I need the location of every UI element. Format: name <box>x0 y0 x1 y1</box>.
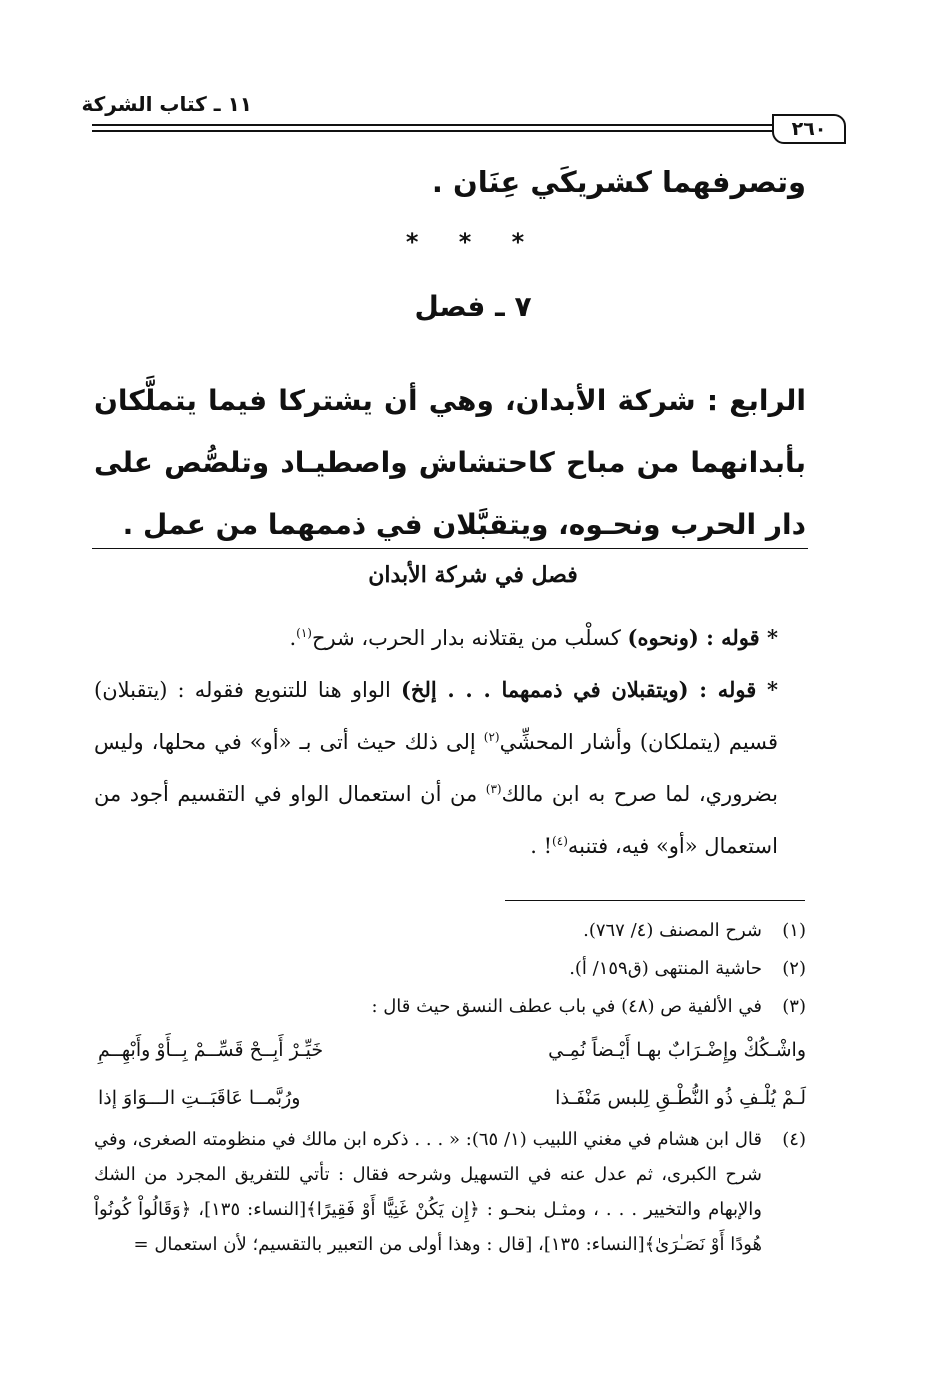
footnote-text: شرح المصنف (٤/ ٧٦٧). <box>583 920 762 941</box>
verse-line <box>94 1074 806 1122</box>
commentary-title: فصل في شركة الأبدان <box>368 562 578 588</box>
footnote-text: حاشية المنتهى (ق١٥٩/ أ). <box>569 958 762 979</box>
footnote-number: (١) <box>782 920 806 941</box>
verse-line <box>94 1026 806 1074</box>
page-number: ٢٦٠ <box>772 114 846 144</box>
footnote-ref[interactable]: (١) <box>296 626 312 640</box>
commentary-text: كسلْب من يقتلانه بدار الحرب، شرح <box>311 626 628 650</box>
footnotes <box>94 912 806 1262</box>
header-rule <box>92 124 772 132</box>
footnote-4 <box>94 1122 806 1262</box>
running-head: ١١ ـ كتاب الشركة <box>81 92 252 116</box>
main-paragraph: الرابع : شركة الأبدان، وهي أن يشتركا فيما يتملَّكان بأبدانهما من مباح كاحتشاش واصطيـاد وتلصُّص على دار الحرب ونحـوه، ويتقبَّلان في ذممهما من عمل . <box>94 384 806 541</box>
footnote-text: قال ابن هشام في مغني اللبيب (١/ ٦٥): « . . . ذكره ابن مالك في منظومته الصغرى، وفي شرح الكبرى، ثم عدل عنه في التسهيل وشرحه فقال : تأتي للتفريق المجرد من الشك والإبهام والتخيير . . . ، ومثـل بنحـو : ﴿إِن يَكُنْ غَنِيًّا أَوْ فَقِيرًا﴾[النساء: ١٣٥]، ﴿وَقَالُواْ كُونُواْ هُودًا أَوْ نَصَـٰرَىٰ﴾[النساء: ١٣٥]، [قال : وهذا أولى من التعبير بالتقسيم؛ لأن استعمال = <box>94 1129 762 1255</box>
verse-hemistich: ورُبَّمــا عَاقَبَــتِ الـــوَاوَ إذا <box>98 1087 301 1109</box>
footnote-number: (٤) <box>782 1129 806 1150</box>
footnote-number: (٢) <box>782 958 806 979</box>
verse-hemistich: واشْـكُكْ وإِضْـرَابٌ بهـا أَيْـضاً نُمِـي <box>548 1039 806 1061</box>
commentary-body <box>94 612 806 872</box>
main-text-line: وتصرفهما كشريكَي عِنَان . <box>431 165 806 199</box>
commentary-text: من أن استعمال الواو في التقسيم أجود من استعمال «أو» فيه، فتنبه <box>94 782 778 858</box>
footnote-ref[interactable]: (٤) <box>552 834 568 848</box>
commentary-text: الواو هنا للتنويع فقوله : (يتقبلان) قسيم (يتملكان) وأشار المحشِّي <box>94 678 779 754</box>
footnote-number: (٣) <box>782 996 806 1017</box>
commentary-text: ! . <box>530 834 553 858</box>
footnote-text: في الألفية ص (٤٨) في باب عطف النسق حيث قال : <box>371 996 762 1017</box>
commentary-paragraph <box>94 664 806 872</box>
footnote-1 <box>94 912 806 950</box>
verse-hemistich: لَـمْ يُلْـفِ ذُو النُّطْـقِ لِلبس مَنْفَـذا <box>555 1087 806 1109</box>
section-separator-stars: * * * <box>405 228 541 256</box>
commentary-paragraph <box>94 612 806 664</box>
footnote-3 <box>94 988 806 1026</box>
footnote-2 <box>94 950 806 988</box>
commentary-text: . <box>289 626 297 650</box>
commentary-lead: * قوله : (ويتقبلان في ذممهما . . . إلخ) <box>400 677 778 702</box>
commentary-lead: * قوله : (ونحوه) <box>627 625 778 650</box>
text-commentary-divider <box>92 548 808 549</box>
verse-hemistich: خَيِّـرْ أَبِــحْ قَسِّــمْ بِــأَوْ وأَبْهِــمِ <box>98 1039 324 1061</box>
footnote-ref[interactable]: (٢) <box>483 730 500 744</box>
commentary-text: إلى ذلك حيث أتى بـ «أو» في محلها، وليس بضروري، لما صرح به ابن مالك <box>94 730 778 806</box>
footnote-rule <box>505 900 805 901</box>
section-heading: ٧ ـ فصل <box>414 290 532 323</box>
footnote-ref[interactable]: (٣) <box>485 782 502 796</box>
